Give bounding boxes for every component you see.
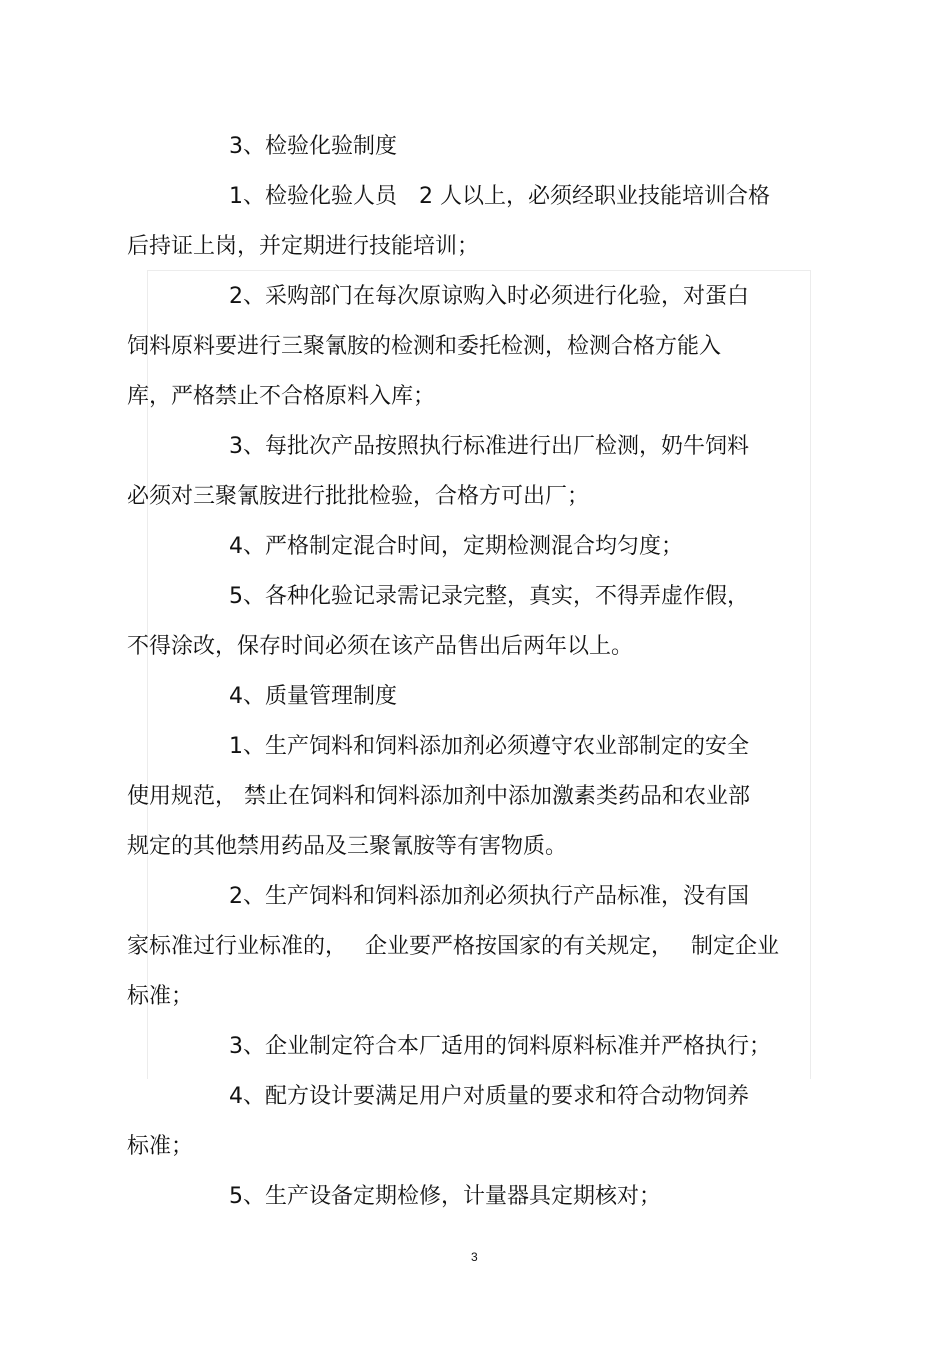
paragraph-line: 5、各种化验记录需记录完整，真实，不得弄虚作假， (229, 584, 749, 609)
paragraph-line: 4、配方设计要满足用户对质量的要求和符合动物饲养 (229, 1084, 749, 1109)
paragraph-line: 使用规范， 禁止在饲料和饲料添加剂中添加激素类药品和农业部 (127, 784, 750, 809)
paragraph-line: 2、生产饲料和饲料添加剂必须执行产品标准，没有国 (229, 884, 749, 909)
paragraph-line: 5、生产设备定期检修，计量器具定期核对； (229, 1184, 661, 1209)
paragraph-line: 家标准过行业标准的， 企业要严格按国家的有关规定， 制定企业 (127, 934, 779, 959)
paragraph-line: 不得涂改，保存时间必须在该产品售出后两年以上。 (127, 634, 634, 659)
paragraph-line: 规定的其他禁用药品及三聚氰胺等有害物质。 (127, 834, 568, 859)
section-heading-4: 4、质量管理制度 (229, 684, 397, 709)
paragraph-line: 3、每批次产品按照执行标准进行出厂检测，奶牛饲料 (229, 434, 749, 459)
paragraph-line: 2、采购部门在每次原谅购入时必须进行化验，对蛋白 (229, 284, 749, 309)
paragraph-line: 标准； (127, 1134, 194, 1159)
page-number: 3 (471, 1250, 478, 1264)
paragraph-line: 3、企业制定符合本厂适用的饲料原料标准并严格执行； (229, 1034, 771, 1059)
section-heading-3: 3、检验化验制度 (229, 134, 397, 159)
paragraph-line: 库，严格禁止不合格原料入库； (127, 384, 436, 409)
paragraph-line: 后持证上岗，并定期进行技能培训； (127, 234, 480, 259)
paragraph-line: 必须对三聚氰胺进行批批检验，合格方可出厂； (127, 484, 590, 509)
paragraph-line: 1、检验化验人员 2 人以上，必须经职业技能培训合格 (229, 184, 770, 209)
paragraph-line: 1、生产饲料和饲料添加剂必须遵守农业部制定的安全 (229, 734, 749, 759)
paragraph-line: 标准； (127, 984, 194, 1009)
paragraph-line: 饲料原料要进行三聚氰胺的检测和委托检测，检测合格方能入 (127, 334, 722, 359)
paragraph-line: 4、严格制定混合时间，定期检测混合均匀度； (229, 534, 683, 559)
